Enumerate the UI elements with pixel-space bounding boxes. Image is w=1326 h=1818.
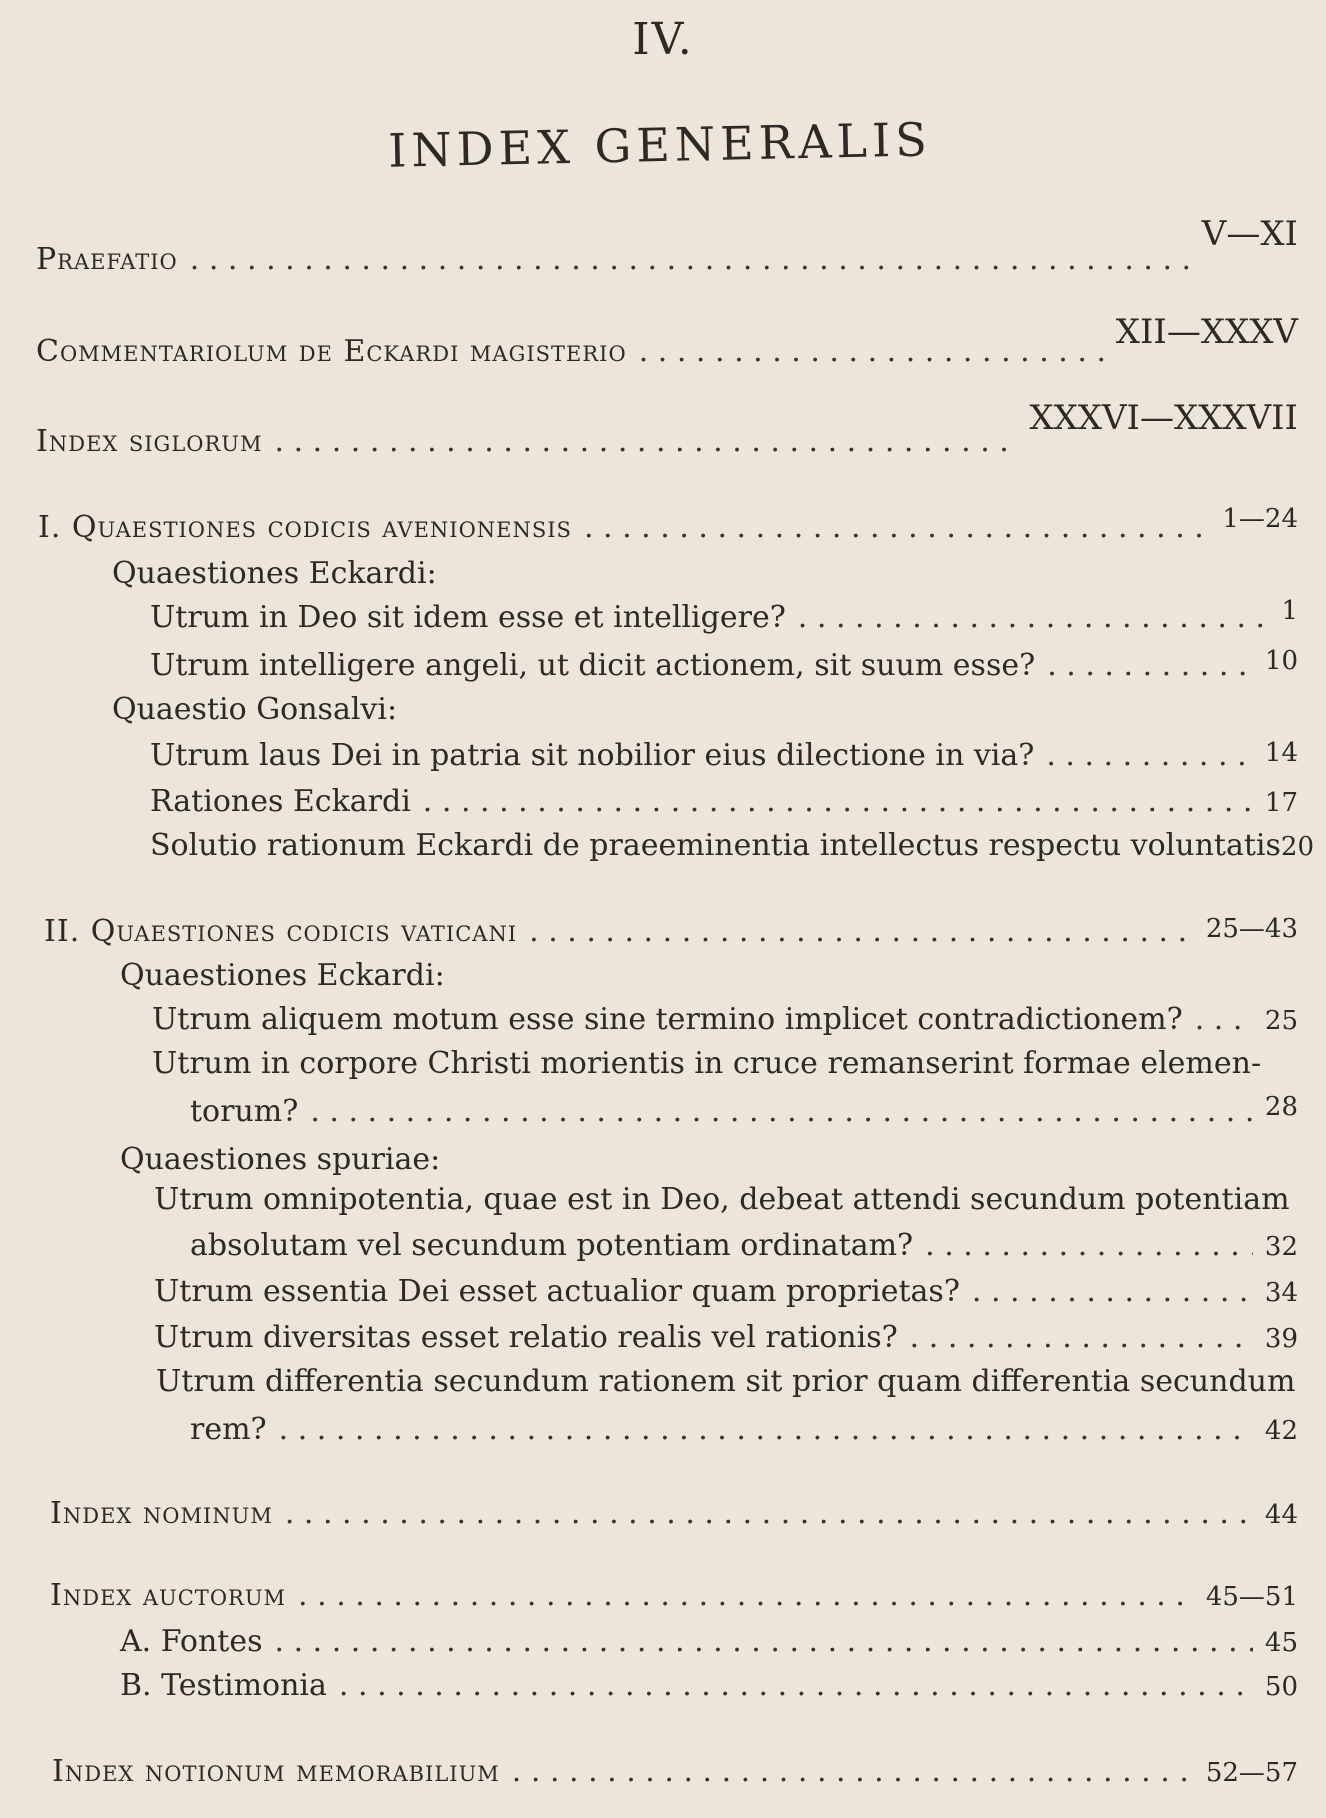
section-heading: II. Quaestiones codicis vaticani — [44, 914, 518, 949]
dot-leader — [1047, 646, 1253, 686]
entry-pages: 44 — [1264, 1500, 1298, 1530]
entry-label: Utrum laus Dei in patria sit nobilior eius dilectione in via? — [150, 738, 1035, 773]
subgroup-heading: Quaestiones spuriae: — [120, 1142, 441, 1177]
entry-label: Index siglorum — [36, 424, 263, 459]
entry-pages: 42 — [1264, 1416, 1298, 1446]
section-pages: 25—43 — [1205, 914, 1298, 944]
toc-entry — [150, 598, 1298, 639]
dot-leader — [298, 1576, 1194, 1616]
entry-label-line-1: Utrum in corpore Christi morientis in cruce remanserint formae elemen- — [152, 1046, 1262, 1081]
toc-entry — [190, 1092, 1298, 1133]
entry-label: Solutio rationum Eckardi de praeeminentia intellectus respectu voluntatis — [150, 828, 1281, 863]
toc-entry-testimonia — [120, 1666, 1298, 1707]
entry-pages: 50 — [1264, 1672, 1298, 1702]
dot-leader — [339, 1666, 1253, 1706]
toc-entry-fontes — [120, 1622, 1298, 1663]
dot-leader — [584, 508, 1210, 548]
entry-label: Praefatio — [36, 242, 178, 277]
entry-pages: 14 — [1264, 738, 1298, 768]
page-title: INDEX GENERALIS — [387, 112, 933, 178]
entry-pages: 28 — [1264, 1092, 1298, 1122]
toc-entry — [152, 1000, 1298, 1041]
dot-leader — [639, 332, 1104, 372]
entry-pages: 39 — [1264, 1324, 1298, 1354]
entry-label: Index auctorum — [50, 1578, 287, 1613]
entry-label: Utrum in Deo sit idem esse et intelligere? — [150, 600, 786, 635]
entry-label: Index notionum memorabilium — [52, 1754, 500, 1789]
entry-label: A. Fontes — [120, 1624, 263, 1659]
dot-leader — [285, 1494, 1253, 1534]
entry-label-line-1: Utrum omnipotentia, quae est in Deo, debeat attendi secundum potentiam — [154, 1182, 1290, 1217]
entry-label-line-2: torum? — [190, 1094, 299, 1129]
dot-leader — [1046, 736, 1253, 776]
dot-leader — [798, 598, 1270, 638]
dot-leader — [972, 1272, 1253, 1312]
toc-entry — [150, 646, 1298, 687]
entry-label: Utrum diversitas esset relatio realis vel rationis? — [154, 1320, 898, 1355]
section-pages: 1—24 — [1222, 504, 1298, 534]
entry-pages: 10 — [1264, 646, 1298, 676]
toc-entry-praefatio — [36, 214, 1298, 280]
entry-label-line-2: rem? — [190, 1412, 267, 1447]
toc-entry — [150, 736, 1298, 777]
entry-pages: 32 — [1264, 1232, 1298, 1262]
entry-pages: 45—51 — [1205, 1582, 1298, 1612]
subgroup-heading: Quaestiones Eckardi: — [120, 958, 445, 993]
dot-leader — [1195, 1000, 1253, 1040]
section-heading: I. Quaestiones codicis avenionensis — [38, 510, 572, 545]
toc-entry — [154, 1318, 1298, 1359]
entry-label: B. Testimonia — [120, 1668, 327, 1703]
entry-pages: 25 — [1264, 1006, 1298, 1036]
entry-label: Utrum aliquem motum esse sine termino implicet contradictionem? — [152, 1002, 1183, 1037]
entry-pages: XII—XXXV — [1115, 312, 1298, 352]
toc-section-part-2 — [44, 912, 1298, 953]
chapter-number: IV. — [632, 14, 694, 65]
toc-entry — [190, 1410, 1298, 1451]
toc-section-part-1 — [38, 504, 1298, 549]
entry-pages: 1 — [1281, 596, 1298, 626]
dot-leader — [310, 1092, 1253, 1132]
toc-entry — [154, 1272, 1298, 1313]
entry-pages: 20 — [1280, 832, 1314, 862]
dot-leader — [275, 1622, 1253, 1662]
entry-pages: 45 — [1264, 1628, 1298, 1658]
toc-entry-commentariolum — [36, 312, 1298, 372]
entry-label: Utrum intelligere angeli, ut dicit actionem, sit suum esse? — [150, 648, 1036, 683]
entry-pages: 52—57 — [1205, 1758, 1298, 1788]
entry-label-line-1: Utrum differentia secundum rationem sit prior quam differentia secundum — [156, 1364, 1296, 1399]
entry-label-line-2: absolutam vel secundum potentiam ordinatam? — [190, 1228, 914, 1263]
entry-label: Rationes Eckardi — [150, 784, 411, 819]
dot-leader — [275, 422, 1018, 462]
toc-entry — [150, 826, 1314, 867]
entry-pages: 17 — [1264, 788, 1298, 818]
toc-entry-index-nominum — [50, 1494, 1298, 1535]
dot-leader — [279, 1410, 1253, 1450]
dot-leader — [925, 1226, 1253, 1266]
toc-entry — [190, 1226, 1298, 1267]
subgroup-heading: Quaestio Gonsalvi: — [112, 692, 398, 727]
dot-leader — [423, 782, 1253, 822]
dot-leader — [190, 240, 1190, 280]
entry-label: Index nominum — [50, 1496, 273, 1531]
entry-label: Commentariolum de Eckardi magisterio — [36, 334, 627, 369]
toc-entry-index-notionum — [52, 1752, 1298, 1793]
toc-entry-index-auctorum — [50, 1576, 1298, 1617]
toc-entry-index-siglorum — [36, 398, 1298, 462]
dot-leader — [529, 912, 1194, 952]
entry-pages: XXXVI—XXXVII — [1029, 398, 1298, 438]
subgroup-heading: Quaestiones Eckardi: — [112, 556, 437, 591]
entry-label: Utrum essentia Dei esset actualior quam proprietas? — [154, 1274, 960, 1309]
entry-pages: 34 — [1264, 1278, 1298, 1308]
dot-leader — [512, 1752, 1194, 1792]
toc-entry — [150, 782, 1298, 823]
dot-leader — [910, 1318, 1253, 1358]
entry-pages: V—XI — [1201, 214, 1298, 254]
